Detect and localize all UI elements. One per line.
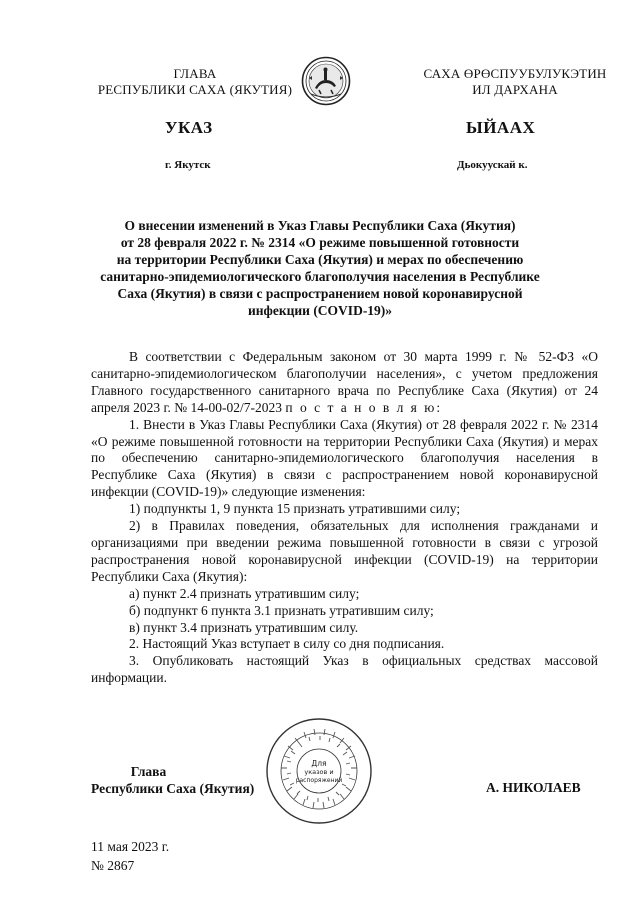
title-line: на территории Республики Саха (Якутия) и мерах по обеспечению — [116, 252, 524, 267]
title-line: О внесении изменений в Указ Главы Республики Саха (Якутия) — [124, 218, 516, 233]
header-left — [70, 66, 320, 98]
official-seal — [264, 716, 374, 826]
body-paragraph: в) пункт 3.4 признать утратившим силу. — [129, 619, 359, 635]
header-right — [400, 66, 630, 98]
decree-label-left: УКАЗ — [165, 118, 213, 137]
decree-word: п о с т а н о в л я ю: — [285, 399, 443, 415]
decree-label-right: ЫЙААХ — [466, 118, 536, 137]
decree-number: № 2867 — [91, 858, 135, 873]
title-line: Саха (Якутия) в связи с распространением новой коронавирусной — [117, 286, 523, 301]
body-paragraph-text: В соответствии с Федеральным законом от 30 марта 1999 г. № 52-ФЗ «О санитарно-эпидемиологическом благополучии населения», с учетом предложения Главного государственного санитарного врача по Республике Саха (Якутия) от 24 апреля 2023 г. № 14-00-02/7-2023 — [91, 349, 598, 415]
header-left-line2: РЕСПУБЛИКИ САХА (ЯКУТИЯ) — [97, 82, 293, 97]
signatory-role — [91, 763, 271, 797]
body-paragraph: 2. Настоящий Указ вступает в силу со дня подписания. — [129, 636, 445, 652]
city-left: г. Якутск — [165, 159, 211, 171]
title-line: от 28 февраля 2022 г. № 2314 «О режиме повышенной готовности — [120, 235, 520, 250]
coat-of-arms-emblem — [301, 56, 351, 106]
body-paragraph — [91, 349, 598, 417]
city-right: Дьокуускай к. — [457, 159, 528, 171]
decree-date-number — [91, 837, 169, 875]
body-paragraph: 1) подпункты 1, 9 пункта 15 признать утратившими силу; — [129, 501, 461, 517]
body-paragraph: а) пункт 2.4 признать утратившим силу; — [129, 585, 360, 601]
title-line: инфекции (COVID-19)» — [247, 303, 393, 318]
decree-title — [100, 217, 540, 319]
body-paragraph: 2) в Правилах поведения, обязательных для исполнения гражданами и организациями при введении режима повышенной готовности в связи с угрозой распространения новой коронавирусной инфекции (COVID-19) на территории Республики Саха (Якутия): — [91, 518, 598, 584]
title-line: санитарно-эпидемиологического благополучия населения в Республике — [100, 269, 540, 284]
header-right-line1: САХА ӨРӨСПУУБУЛУКЭТИН — [423, 66, 607, 81]
decree-body — [91, 349, 598, 687]
body-paragraph: б) подпункт 6 пункта 3.1 признать утратившим силу; — [129, 602, 434, 618]
body-paragraph: 1. Внести в Указ Главы Республики Саха (Якутия) от 28 февраля 2022 г. № 2314 «О режиме повышенной готовности на территории Республики Саха (Якутия) и мерах по обеспечению санитарно-эпидемиологического благополучия населения в Республике Саха (Якутия) в связи с распространением новой коронавирусной инфекции (COVID-19)» следующие изменения: — [91, 416, 598, 500]
signatory-role-line1: Глава — [130, 764, 167, 779]
seal-center-line1: Для — [311, 759, 327, 768]
header-right-line2: ИЛ ДАРХАНА — [472, 82, 558, 97]
signatory-role-line2: Республики Саха (Якутия) — [91, 781, 255, 796]
seal-center-line3: распоряжений — [295, 777, 343, 784]
signatory-name: А. НИКОЛАЕВ — [486, 780, 581, 795]
decree-date: 11 мая 2023 г. — [91, 839, 170, 854]
body-paragraph: 3. Опубликовать настоящий Указ в официальных средствах массовой информации. — [91, 653, 598, 686]
seal-center-line2: указов и — [304, 768, 334, 776]
header-left-line1: ГЛАВА — [173, 66, 217, 81]
